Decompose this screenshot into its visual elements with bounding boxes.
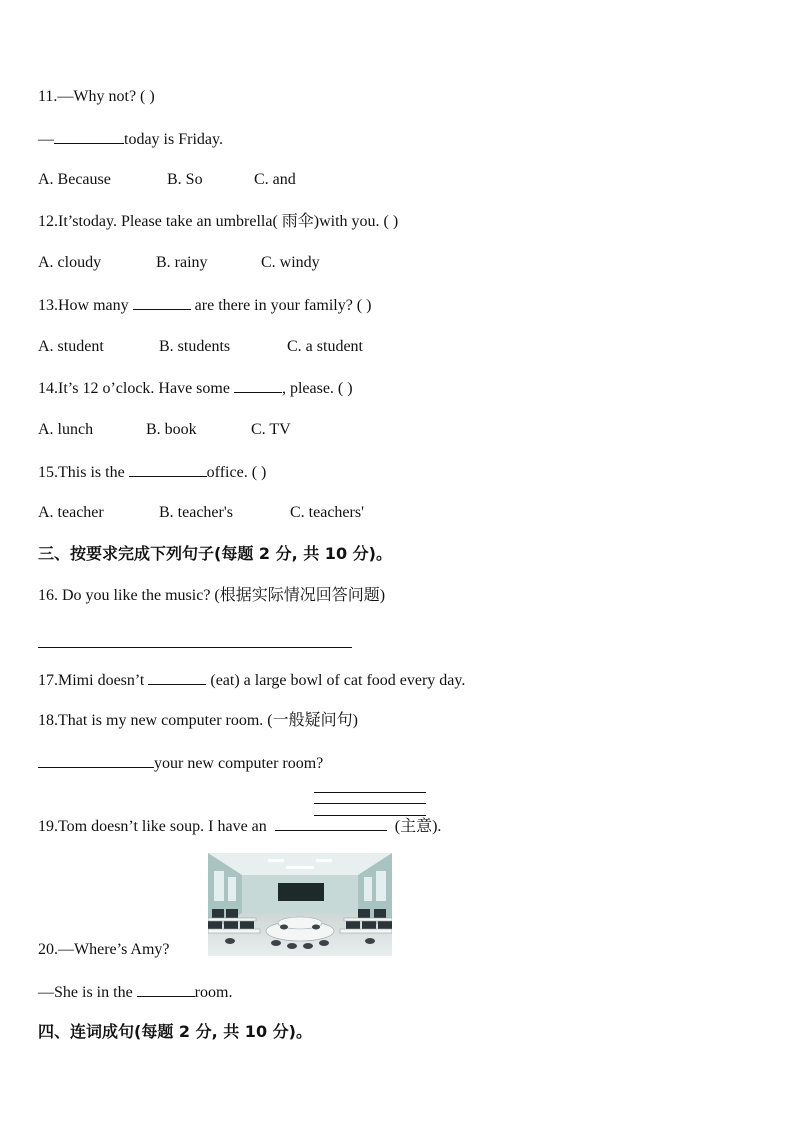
q13-option-b[interactable]: B. students: [159, 338, 231, 355]
q12-option-a[interactable]: A. cloudy: [38, 254, 102, 271]
q13-option-a[interactable]: A. student: [38, 338, 104, 355]
q12-options: [38, 253, 320, 273]
q14-blank[interactable]: [234, 378, 282, 393]
q18-answer-text: your new computer room?: [154, 755, 324, 772]
q13-option-c[interactable]: C. a student: [287, 338, 363, 355]
q14-question: [38, 378, 353, 399]
q17-question: [38, 670, 465, 691]
q14-options: [38, 420, 291, 440]
q11-options: [38, 170, 296, 190]
q16-answer-line[interactable]: [38, 647, 352, 648]
q14-option-b[interactable]: B. book: [146, 421, 197, 438]
q18-question: 18.That is my new computer room. (一般疑问句): [38, 712, 358, 729]
q18-answer-line: [38, 753, 323, 774]
q11-option-c[interactable]: C. and: [254, 171, 296, 188]
q11-blank[interactable]: [54, 129, 124, 144]
q15-prefix: 15.This is the: [38, 464, 129, 481]
q13-options: [38, 337, 363, 357]
q12-question: 12.It’stoday. Please take an umbrella( 雨伞)with you. ( ): [38, 213, 399, 230]
q17-blank[interactable]: [148, 670, 206, 685]
q11-option-b[interactable]: B. So: [167, 171, 203, 188]
q13-suffix: are there in your family? ( ): [190, 297, 372, 314]
q15-option-c[interactable]: C. teachers': [290, 504, 364, 521]
q13-prefix: 13.How many: [38, 297, 133, 314]
q17-prefix: 17.Mimi doesn’t: [38, 672, 149, 689]
computer-room-photo: [208, 853, 392, 956]
q19-prefix: 19.Tom doesn’t like soup. I have an: [38, 818, 271, 835]
q13-question: [38, 295, 371, 316]
q11-question: 11.—Why not? ( ): [38, 88, 155, 105]
q11-option-a[interactable]: A. Because: [38, 171, 111, 188]
q11-answer-text: today is Friday.: [124, 131, 223, 148]
q14-option-c[interactable]: C. TV: [251, 421, 291, 438]
q18-blank[interactable]: [38, 753, 154, 768]
q15-blank[interactable]: [129, 462, 207, 477]
q15-option-a[interactable]: A. teacher: [38, 504, 104, 521]
q17-suffix: (eat) a large bowl of cat food every day.: [206, 672, 466, 689]
q12-option-c[interactable]: C. windy: [261, 254, 320, 271]
q15-options: [38, 503, 364, 523]
q20-blank[interactable]: [137, 982, 195, 997]
q14-suffix: , please. ( ): [281, 380, 353, 397]
q13-blank[interactable]: [133, 295, 191, 310]
q11-answer-line: [38, 129, 223, 150]
section-3-heading: 三、按要求完成下列句子(每题 2 分, 共 10 分)。: [38, 544, 392, 563]
q19-suffix: (主意).: [390, 818, 442, 835]
q20-suffix: room.: [194, 984, 233, 1001]
q19-question: [38, 816, 441, 837]
q19-stack-line-1: [314, 792, 426, 793]
section-4-heading: 四、连词成句(每题 2 分, 共 10 分)。: [38, 1022, 312, 1041]
q14-prefix: 14.It’s 12 o’clock. Have some: [38, 380, 234, 397]
q20-prefix: —She is in the: [38, 984, 137, 1001]
q19-blank[interactable]: [275, 816, 387, 831]
q16-question: 16. Do you like the music? (根据实际情况回答问题): [38, 587, 386, 604]
q12-option-b[interactable]: B. rainy: [156, 254, 208, 271]
q20-answer-line: [38, 982, 232, 1003]
q14-option-a[interactable]: A. lunch: [38, 421, 94, 438]
q15-question: [38, 462, 266, 483]
q19-stack-line-2: [314, 803, 426, 804]
q11-dash: —: [38, 131, 54, 148]
q15-option-b[interactable]: B. teacher's: [159, 504, 233, 521]
q20-question: 20.—Where’s Amy?: [38, 941, 170, 958]
q15-suffix: office. ( ): [206, 464, 267, 481]
